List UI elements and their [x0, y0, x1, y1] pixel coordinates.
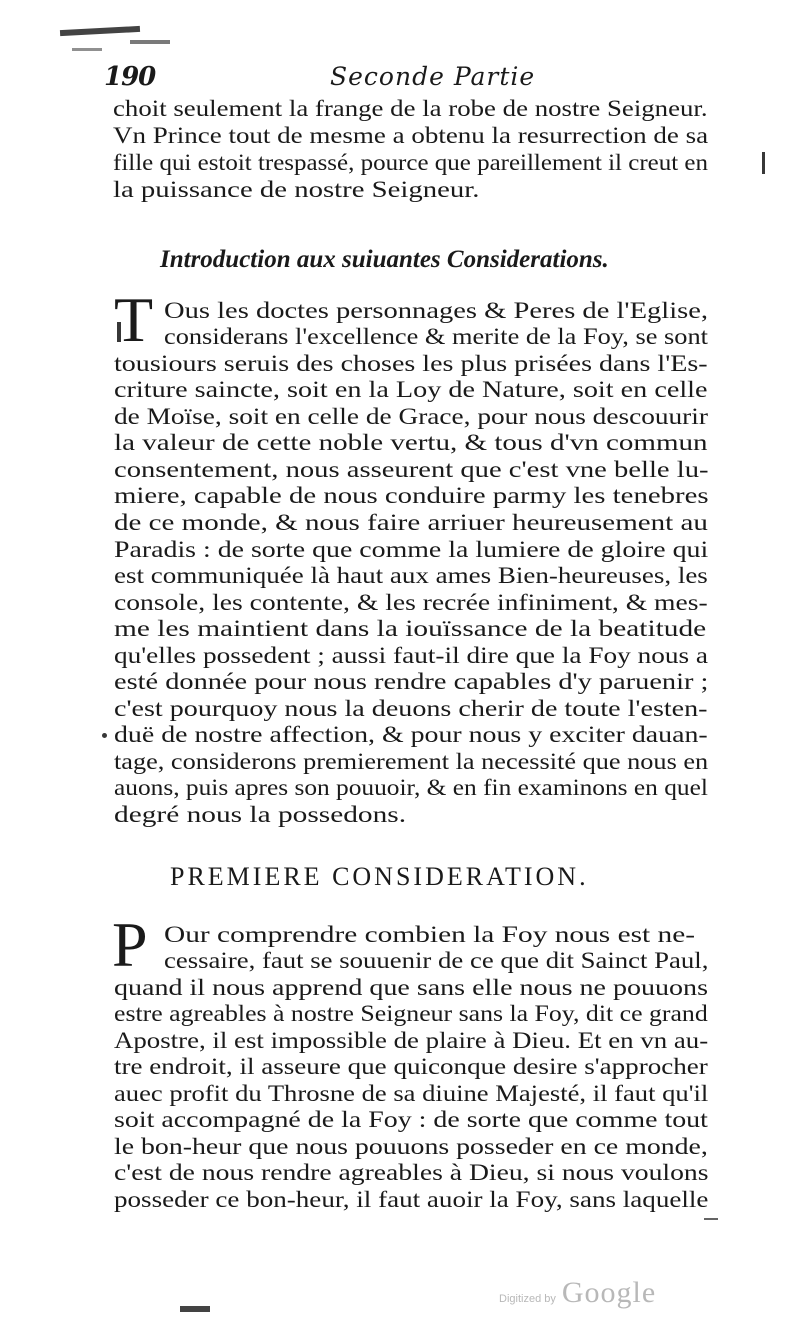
text-line: choit seulement la frange de la robe de nostre Seigneur. — [113, 96, 708, 121]
running-head: Seconde Partie — [330, 62, 536, 91]
text-line: criture saincte, soit en la Loy de Nature, soit en celle — [114, 377, 708, 403]
scan-smudge — [60, 26, 140, 36]
text-line: auons, puis apres son pouuoir, & en fin examinons en quel — [114, 775, 708, 801]
text-line: miere, capable de nous conduire parmy les tenebres — [114, 483, 709, 509]
scan-smudge — [762, 152, 765, 174]
text-line: posseder ce bon-heur, il faut auoir la Foy, sans laquelle — [114, 1187, 709, 1213]
page-number: 190 — [104, 62, 156, 92]
text-line: la puissance de nostre Seigneur. — [113, 177, 480, 202]
text-line: cessaire, faut se souuenir de ce que dit Sainct Paul, — [164, 948, 709, 974]
scan-smudge — [130, 40, 170, 44]
text-line: qu'elles possedent ; aussi faut-il dire que la Foy nous a — [114, 643, 708, 669]
text-line: tre endroit, il asseure que quiconque desire s'approcher — [114, 1054, 708, 1080]
text-line: console, les contente, & les recrée infiniment, & mes- — [114, 590, 708, 616]
text-line: de Moïse, soit en celle de Grace, pour nous descouurir — [114, 404, 708, 430]
text-line: Our comprendre combien la Foy nous est ne- — [164, 922, 696, 948]
text-line: Apostre, il est impossible de plaire à Dieu. Et en vn au- — [114, 1028, 709, 1054]
text-line: tousiours seruis des choses les plus prisées dans l'Es- — [114, 351, 708, 377]
text-line: soit accompagné de la Foy : de sorte que comme tout — [114, 1107, 708, 1133]
text-line: de ce monde, & nous faire arriuer heureusement au — [114, 510, 708, 536]
consideration-title: PREMIERE CONSIDERATION. — [170, 862, 589, 891]
text-line: Paradis : de sorte que comme la lumiere de gloire qui — [114, 537, 709, 563]
scan-smudge — [72, 48, 102, 51]
digitized-watermark — [499, 1276, 656, 1310]
drop-cap: T — [114, 284, 154, 355]
text-line: degré nous la possedons. — [114, 802, 407, 828]
section-title: Introduction aux suiuantes Considerations. — [160, 246, 609, 273]
text-line: c'est pourquoy nous la deuons cherir de toute l'esten- — [114, 696, 708, 722]
text-line: consentement, nous asseurent que c'est vne belle lu- — [114, 457, 709, 483]
text-line: me les maintient dans la iouïssance de la beatitude — [114, 616, 707, 642]
text-line: estre agreables à nostre Seigneur sans la Foy, dit ce grand — [114, 1001, 708, 1027]
text-line: tage, considerons premierement la necessité que nous en — [114, 749, 709, 775]
text-line: la valeur de cette noble vertu, & tous d'vn commun — [114, 430, 708, 456]
scan-smudge — [102, 733, 107, 738]
watermark-prefix: Digitized by — [499, 1293, 556, 1305]
text-line: Ous les doctes personnages & Peres de l'Eglise, — [164, 298, 709, 324]
watermark-brand: Google — [561, 1276, 657, 1309]
text-line: esté donnée pour nous rendre capables d'y paruenir ; — [114, 669, 709, 695]
text-line: auec profit du Throsne de sa diuine Majesté, il faut qu'il — [114, 1081, 709, 1107]
scan-smudge — [704, 1218, 718, 1220]
text-line: considerans l'excellence & merite de la Foy, se sont — [164, 324, 708, 350]
text-line: c'est de nous rendre agreables à Dieu, si nous voulons — [114, 1160, 709, 1186]
text-line: Vn Prince tout de mesme a obtenu la resurrection de sa — [113, 123, 709, 148]
drop-cap: P — [112, 909, 148, 980]
scan-smudge — [180, 1306, 210, 1312]
text-line: duë de nostre affection, & pour nous y exciter dauan- — [114, 722, 708, 748]
text-line: quand il nous apprend que sans elle nous ne pouuons — [114, 975, 708, 1001]
text-line: est communiquée là haut aux ames Bien-heureuses, les — [114, 563, 708, 589]
text-line: fille qui estoit trespassé, pource que pareillement il creut en — [113, 150, 708, 175]
text-line: le bon-heur que nous pouuons posseder en ce monde, — [114, 1134, 708, 1160]
